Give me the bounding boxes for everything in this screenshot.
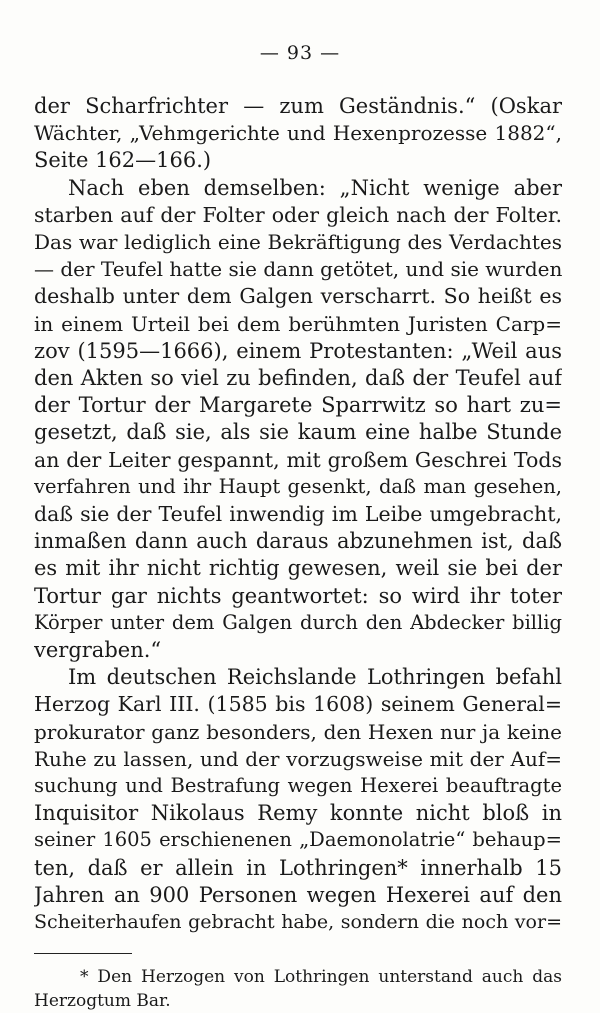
text-line: prokurator ganz besonders, den Hexen nur ja keine [34, 719, 562, 744]
text-line: in einem Urteil bei dem berühmten Juristen Carp= [34, 311, 562, 336]
text-line: Körper unter dem Galgen durch den Abdecker billig [34, 610, 562, 634]
page-number: — 93 — [259, 42, 341, 64]
text-line: gesetzt, daß sie, als sie kaum eine halbe Stunde [34, 420, 562, 445]
text-line: der Tortur der Margarete Sparrwitz so hart zu= [34, 393, 562, 418]
text-line: Seite 162—166.) [34, 148, 212, 173]
text-line: an der Leiter gespannt, mit großem Geschrei Tods [34, 447, 562, 472]
text-line: Herzog Karl III. (1585 bis 1608) seinem General= [34, 692, 562, 717]
text-line: inmaßen dann auch daraus abzunehmen ist, daß [34, 529, 562, 554]
text-line: Wächter, „Vehmgerichte und Hexenprozesse 1882“, [34, 121, 562, 146]
text-line: Das war lediglich eine Bekräftigung des Verdachtes [34, 230, 562, 254]
text-line: Nach eben demselben: „Nicht wenige aber [68, 175, 562, 200]
text-line: der Scharfrichter — zum Geständnis.“ (Oskar [34, 94, 562, 118]
text-line: es mit ihr nicht richtig gewesen, weil sie bei der [34, 556, 562, 581]
text-line: — der Teufel hatte sie dann getötet, und sie wurden [34, 257, 562, 282]
text-line: Ruhe zu lassen, und der vorzugsweise mit der Auf= [34, 746, 562, 771]
text-line: Im deutschen Reichslande Lothringen befahl [68, 665, 562, 690]
text-line: den Akten so viel zu befinden, daß der Teufel auf [34, 366, 562, 390]
text-line: verfahren und ihr Haupt gesenkt, daß man gesehen, [34, 474, 562, 498]
footnote-line: * Den Herzogen von Lothringen unterstand auch das [80, 967, 562, 988]
footnote-divider [34, 953, 132, 954]
text-line: Inquisitor Nikolaus Remy konnte nicht bloß in [34, 801, 562, 826]
text-line: starben auf der Folter oder gleich nach der Folter. [34, 202, 562, 227]
text-line: suchung und Bestrafung wegen Hexerei beauftragte [34, 774, 562, 797]
footnote-line: Herzogtum Bar. [34, 991, 171, 1012]
text-line: zov (1595—1666), einem Protestanten: „Weil aus [34, 338, 562, 363]
text-line: daß sie der Teufel inwendig im Leibe umgebracht, [34, 502, 562, 526]
text-line: seiner 1605 erschienenen „Daemonolatrie“ behaup= [34, 828, 562, 852]
text-line: deshalb unter dem Galgen verscharrt. So heißt es [34, 284, 562, 309]
text-line: ten, daß er allein in Lothringen* innerhalb 15 [34, 855, 562, 880]
text-line: Tortur gar nichts geantwortet: so wird ihr toter [34, 583, 562, 608]
text-line: Scheiterhaufen gebracht habe, sondern die noch vor= [34, 911, 562, 933]
text-line: vergraben.“ [34, 638, 162, 662]
text-line: Jahren an 900 Personen wegen Hexerei auf den [34, 882, 562, 907]
